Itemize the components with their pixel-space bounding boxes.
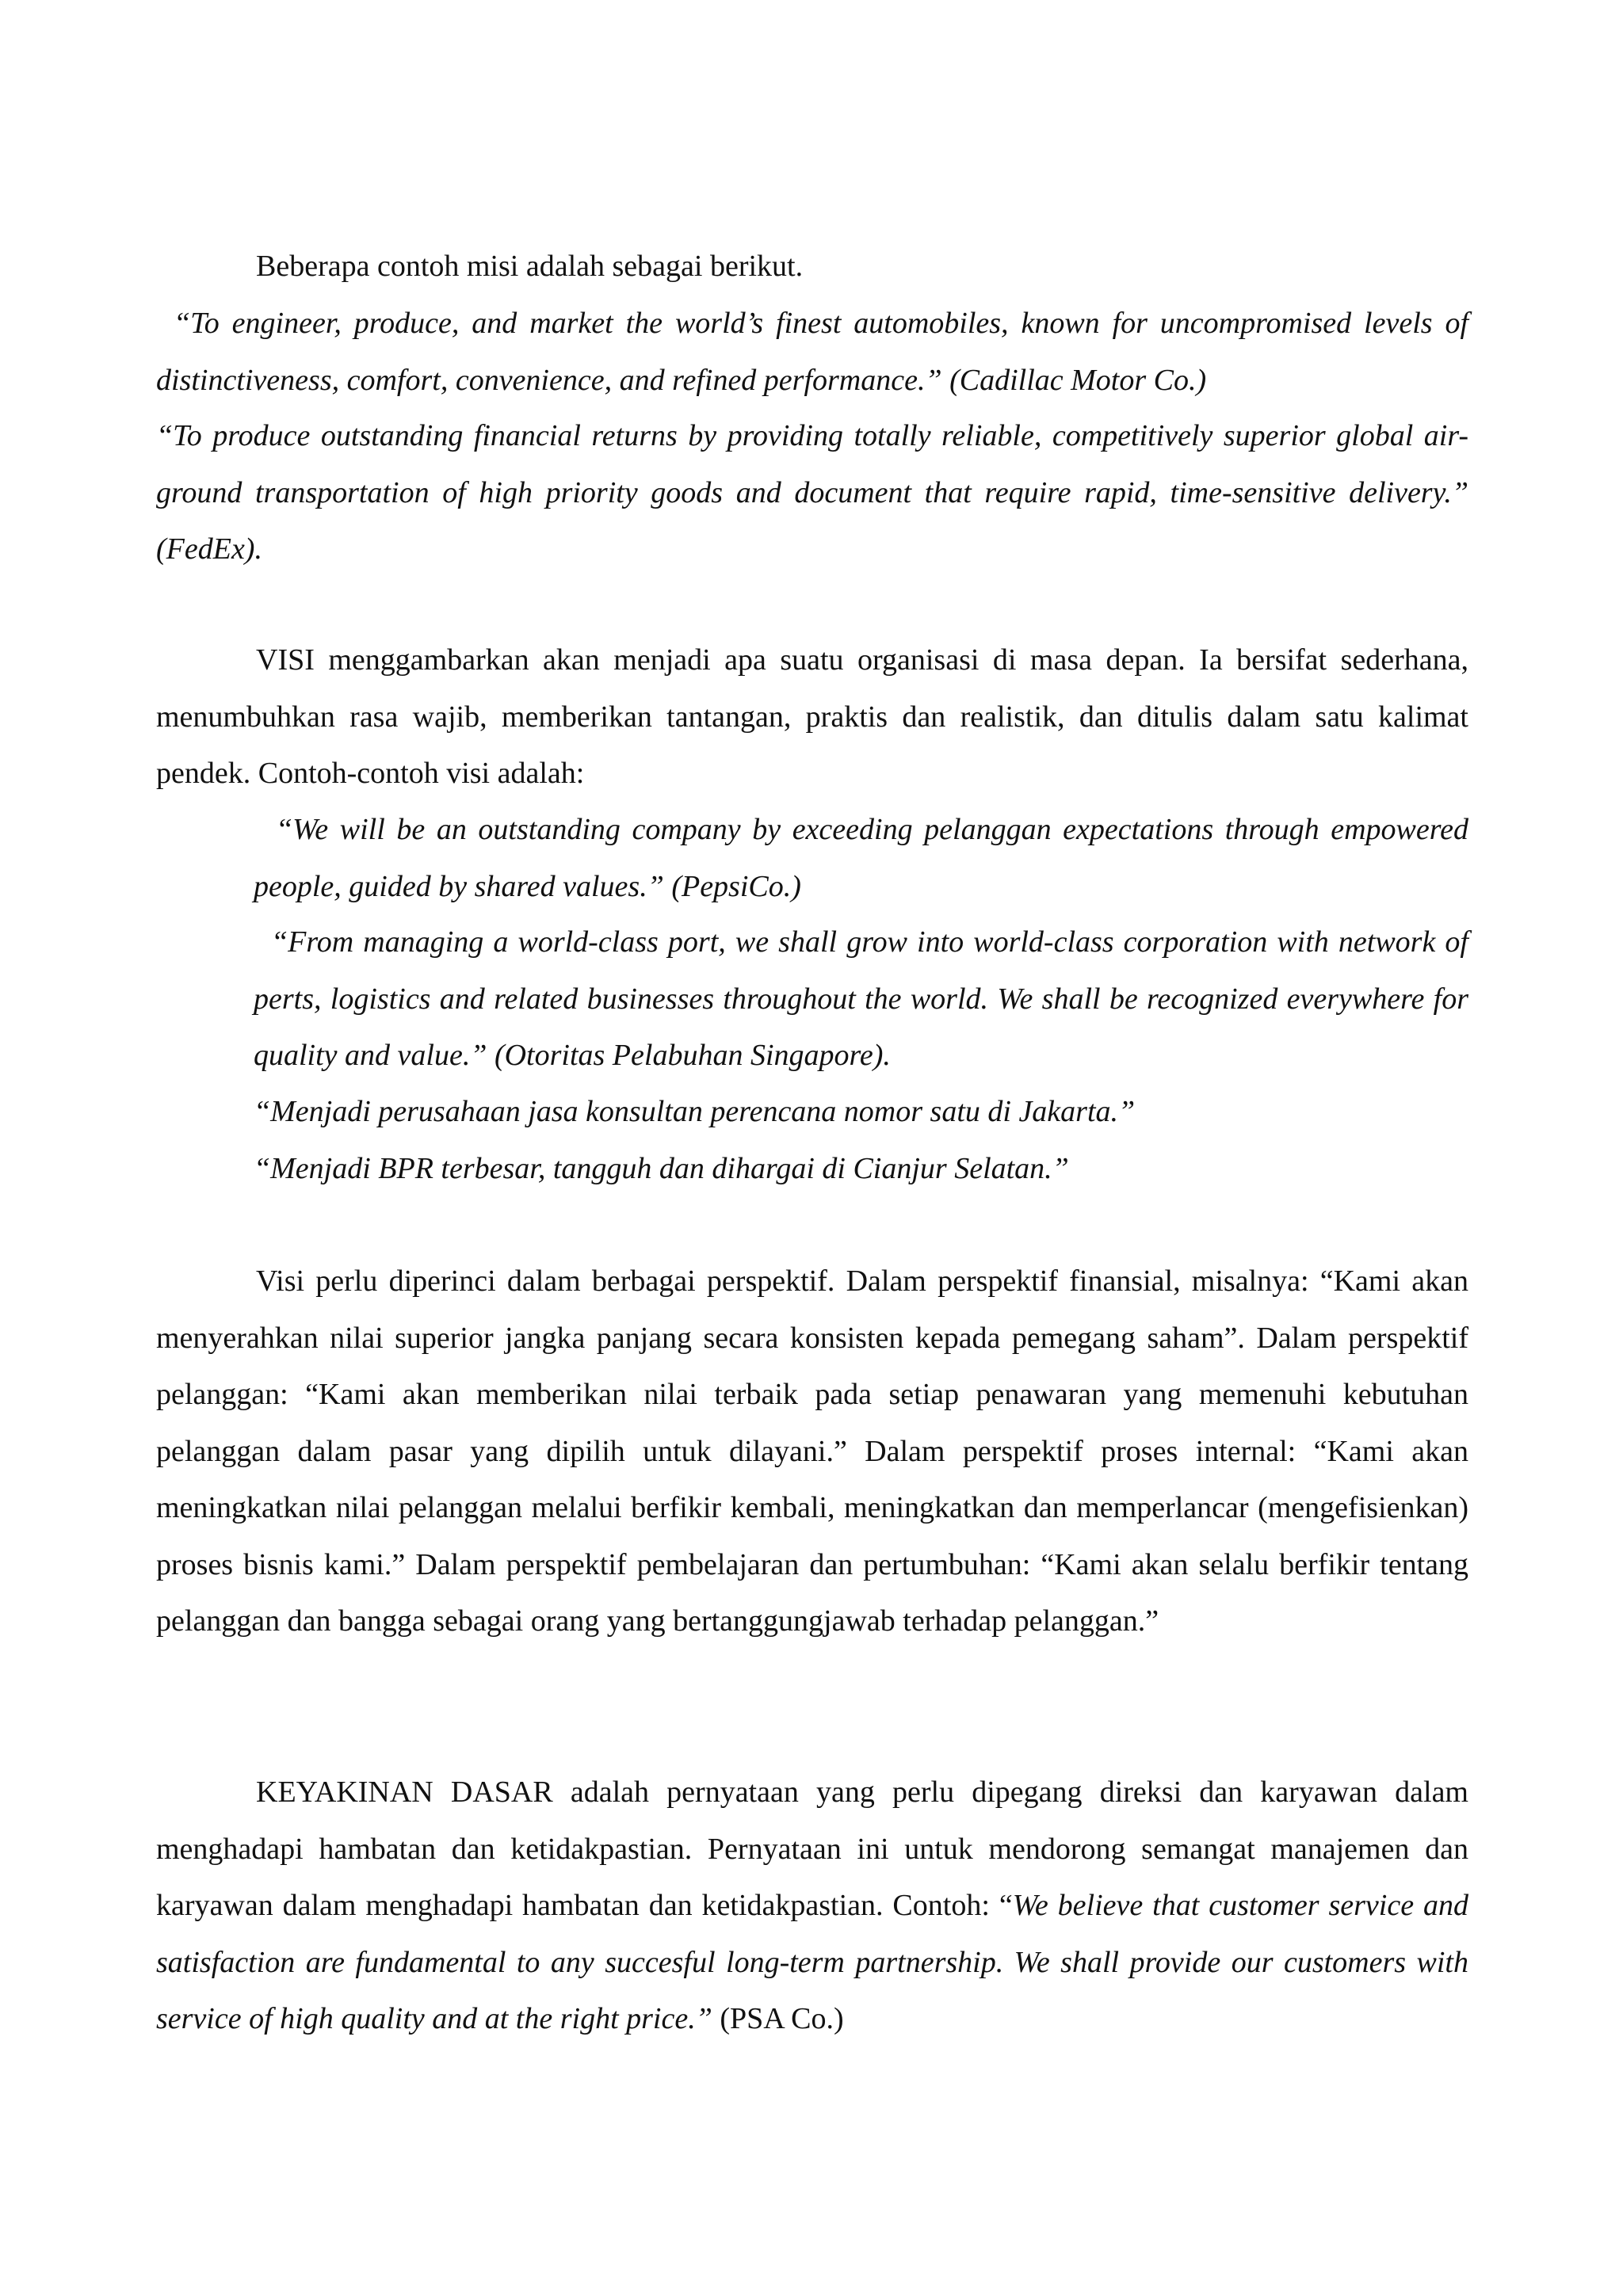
visi-example-pepsico: “We will be an outstanding company by exceeding pelanggan expectations through empowered people, guided by shared values.” (PepsiCo.) (254, 813, 1468, 903)
visi-example-singapore: “From managing a world-class port, we shall grow into world-class corporation with network of perts, logistics and related businesses throughout the world. We shall be recognized everywhere for quality and value.” (Otoritas Pelabuhan Singapore). (254, 925, 1468, 1072)
visi-example-jakarta: “Menjadi perusahaan jasa konsultan perencana nomor satu di Jakarta.” (254, 1095, 1136, 1128)
keyakinan-lead-text: KEYAKINAN DASAR adalah pernyataan yang perlu dipegang direksi dan karyawan dalam menghadapi hambatan dan ketidakpastian. Pernyataan ini untuk mendorong semangat manajemen dan karyawan dalam menghadapi hambatan dan ketidakpastian. Contoh: “ (156, 1775, 1468, 1922)
visi-paragraph: VISI menggambarkan akan menjadi apa suatu organisasi di masa depan. Ia bersifat sederhana, menumbuhkan rasa wajib, memberikan tantangan, praktis dan realistik, dan ditulis dalam satu kalimat pendek. Contoh-contoh visi adalah: (156, 643, 1468, 790)
perspektif-paragraph: Visi perlu diperinci dalam berbagai perspektif. Dalam perspektif finansial, misalnya: “Kami akan menyerahkan nilai superior jangka panjang secara konsisten kepada pemegang saham”. Dalam perspektif pelanggan: “Kami akan memberikan nilai terbaik pada setiap penawaran yang memenuhi kebutuhan pelanggan dalam pasar yang dipilih untuk dilayani.” Dalam perspektif proses internal: “Kami akan meningkatkan nilai pelanggan melalui berfikir kembali, meningkatkan dan memperlancar (mengefisienkan) proses bisnis kami.” Dalam perspektif pembelajaran dan pertumbuhan: “Kami akan selalu berfikir tentang pelanggan dan bangga sebagai orang yang bertanggungjawab terhadap pelanggan.” (156, 1264, 1468, 1638)
keyakinan-dasar-paragraph (156, 1764, 1468, 2048)
keyakinan-quote-psa: We believe that customer service and satisfaction are fundamental to any succesful long-term partnership. We shall provide our customers with service of high quality and at the right price.” (156, 1889, 1468, 2035)
misi-quote-cadillac: “To engineer, produce, and market the world’s finest automobiles, known for uncompromised levels of distinctiveness, comfort, convenience, and refined performance.” (Cadillac Motor Co.) (156, 307, 1468, 397)
misi-quote-fedex: “To produce outstanding financial returns by providing totally reliable, competitively superior global air-ground transportation of high priority goods and document that require rapid, time-sensitive delivery.” (FedEx). (156, 419, 1468, 566)
keyakinan-source: (PSA Co.) (712, 2002, 844, 2035)
misi-intro: Beberapa contoh misi adalah sebagai berikut. (256, 250, 804, 283)
visi-example-cianjur: “Menjadi BPR terbesar, tangguh dan dihargai di Cianjur Selatan.” (254, 1152, 1069, 1185)
